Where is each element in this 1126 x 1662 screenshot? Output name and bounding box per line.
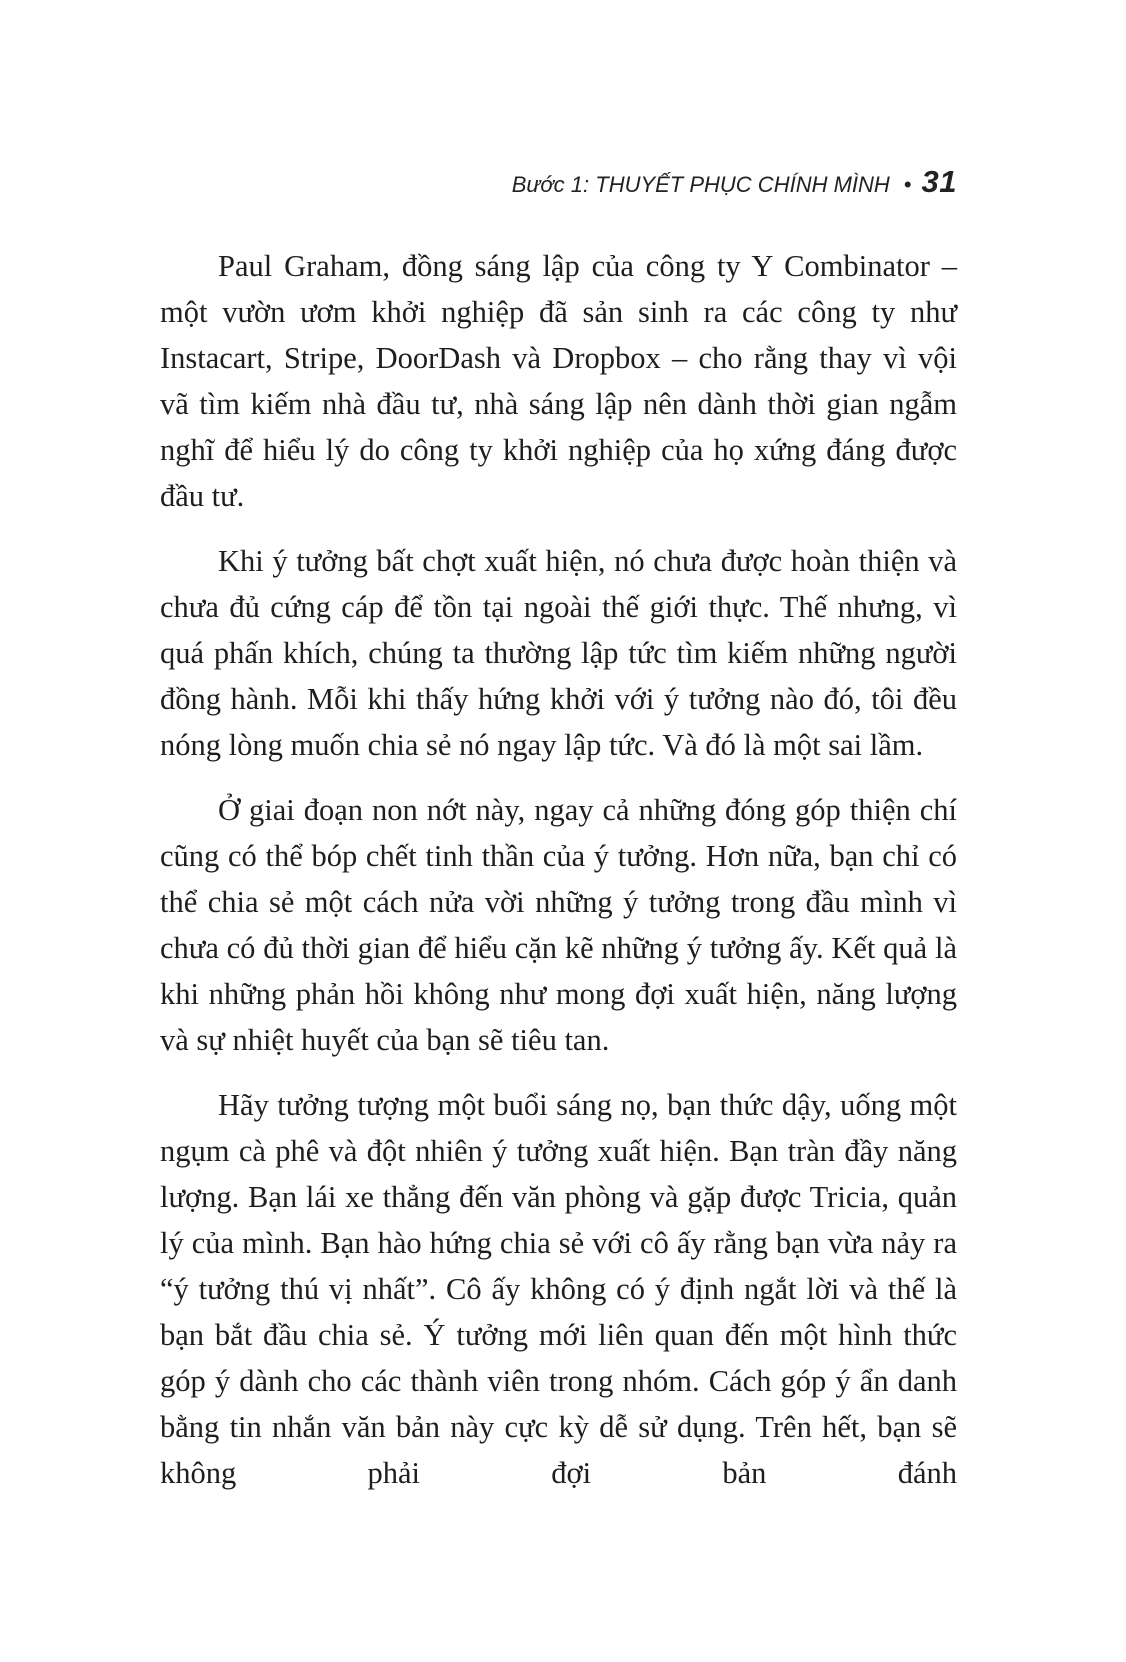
body-text (160, 243, 957, 1496)
chapter-label: Bước 1: (511, 172, 590, 197)
paragraph-1: Paul Graham, đồng sáng lập của công ty Y Combinator – một vườn ươm khởi nghiệp đã sản sinh ra các công ty như Instacart, Stripe, DoorDash và Dropbox – cho rằng thay vì vội vã tìm kiếm nhà đầu tư, nhà sáng lập nên dành thời gian ngẫm nghĩ để hiểu lý do công ty khởi nghiệp của họ xứng đáng được đầu tư. (160, 249, 957, 513)
chapter-title: THUYẾT PHỤC CHÍNH MÌNH (595, 172, 890, 197)
running-header (160, 162, 957, 205)
paragraph-2: Khi ý tưởng bất chợt xuất hiện, nó chưa được hoàn thiện và chưa đủ cứng cáp để tồn tại ngoài thế giới thực. Thế nhưng, vì quá phấn khích, chúng ta thường lập tức tìm kiếm những người đồng hành. Mỗi khi thấy hứng khởi với ý tưởng nào đó, tôi đều nóng lòng muốn chia sẻ nó ngay lập tức. Và đó là một sai lầm. (160, 544, 957, 762)
page-number: 31 (921, 164, 957, 199)
paragraph-4: Hãy tưởng tượng một buổi sáng nọ, bạn thức dậy, uống một ngụm cà phê và đột nhiên ý tưởng xuất hiện. Bạn tràn đầy năng lượng. Bạn lái xe thẳng đến văn phòng và gặp được Tricia, quản lý của mình. Bạn hào hứng chia sẻ với cô ấy rằng bạn vừa nảy ra “ý tưởng thú vị nhất”. Cô ấy không có ý định ngắt lời và thế là bạn bắt đầu chia sẻ. Ý tưởng mới liên quan đến một hình thức góp ý dành cho các thành viên trong nhóm. Cách góp ý ẩn danh bằng tin nhắn văn bản này cực kỳ dễ sử dụng. Trên hết, bạn sẽ không phải đợi bản đánh (160, 1088, 957, 1490)
paragraph-3: Ở giai đoạn non nớt này, ngay cả những đóng góp thiện chí cũng có thể bóp chết tinh thần của ý tưởng. Hơn nữa, bạn chỉ có thể chia sẻ một cách nửa vời những ý tưởng trong đầu mình vì chưa có đủ thời gian để hiểu cặn kẽ những ý tưởng ấy. Kết quả là khi những phản hồi không như mong đợi xuất hiện, năng lượng và sự nhiệt huyết của bạn sẽ tiêu tan. (160, 793, 957, 1057)
header-separator: • (903, 172, 912, 197)
